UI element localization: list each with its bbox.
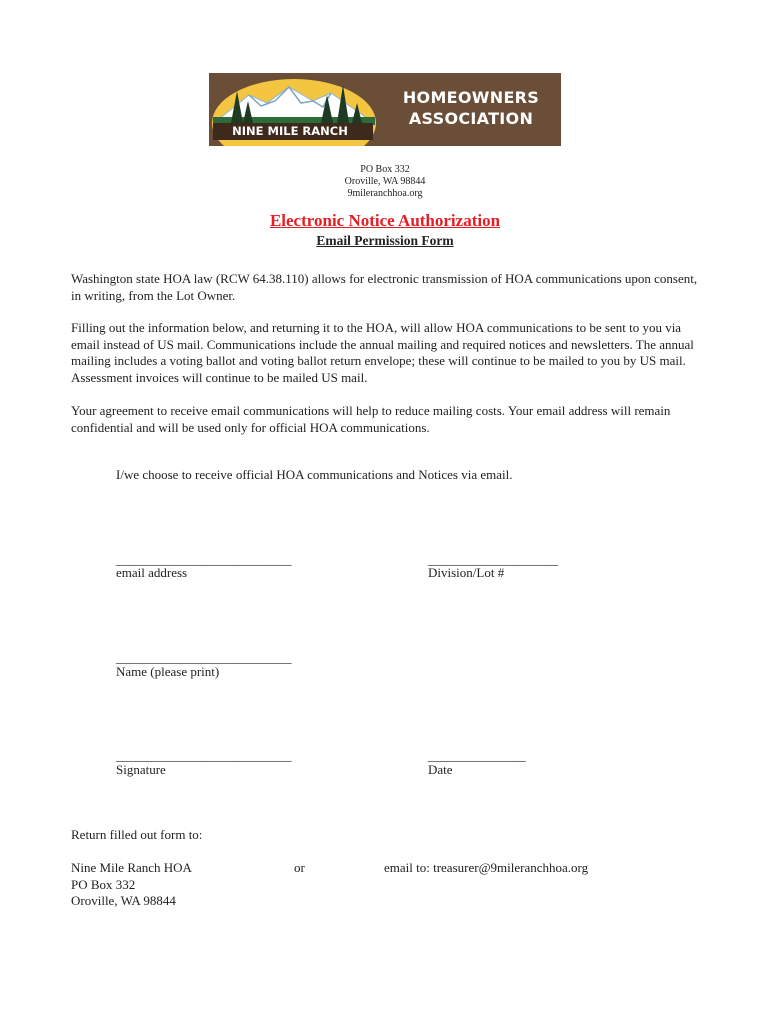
consent-statement: I/we choose to receive official HOA communications and Notices via email.: [116, 467, 513, 482]
date-line[interactable]: _______________: [428, 748, 526, 763]
division-lot-line[interactable]: ____________________: [428, 552, 558, 567]
paragraph-rcw-law: Washington state HOA law (RCW 64.38.110) allows for electronic transmission of HOA communications upon consent, in writing, from the Lot Owner.: [71, 271, 698, 303]
return-or: or: [294, 860, 305, 875]
paragraph-instructions: Filling out the information below, and returning it to the HOA, will allow HOA communications to be sent to you via email instead of US mail. Communications include the annual mailing and required notices and newsletters. The annual mailing includes a voting ballot and voting ballot return envelope; these will continue to be mailed to you by US mail. Assessment invoices will continue to be mailed US mail.: [71, 320, 694, 385]
return-heading: Return filled out form to:: [71, 827, 203, 842]
return-city: Oroville, WA 98844: [71, 893, 176, 908]
document-subtitle: Email Permission Form: [316, 233, 454, 248]
logo-brand-text: HOMEOWNERS ASSOCIATION: [402, 88, 540, 128]
division-lot-label: Division/Lot #: [428, 565, 505, 580]
email-line[interactable]: ___________________________: [116, 552, 292, 567]
logo-ranch-name: NINE MILE RANCH: [232, 124, 348, 138]
name-line[interactable]: ___________________________: [116, 650, 292, 665]
paragraph-agreement: Your agreement to receive email communications will help to reduce mailing costs. Your email address will remain confidential and will be used only for official HOA communications.: [71, 403, 671, 435]
document-title: Electronic Notice Authorization: [269, 211, 501, 230]
address-po-box: PO Box 332: [360, 164, 410, 175]
address-city: Oroville, WA 98844: [344, 176, 426, 187]
address-website: 9mileranchhoa.org: [347, 188, 423, 199]
date-label: Date: [428, 762, 453, 777]
name-label: Name (please print): [116, 664, 220, 679]
signature-label: Signature: [116, 762, 166, 777]
return-org: Nine Mile Ranch HOA: [71, 860, 192, 875]
hoa-logo: [209, 73, 561, 146]
signature-line[interactable]: ___________________________: [116, 748, 292, 763]
return-po-box: PO Box 332: [71, 877, 136, 892]
return-email: email to: treasurer@9mileranchhoa.org: [384, 860, 589, 875]
email-label: email address: [116, 565, 188, 580]
